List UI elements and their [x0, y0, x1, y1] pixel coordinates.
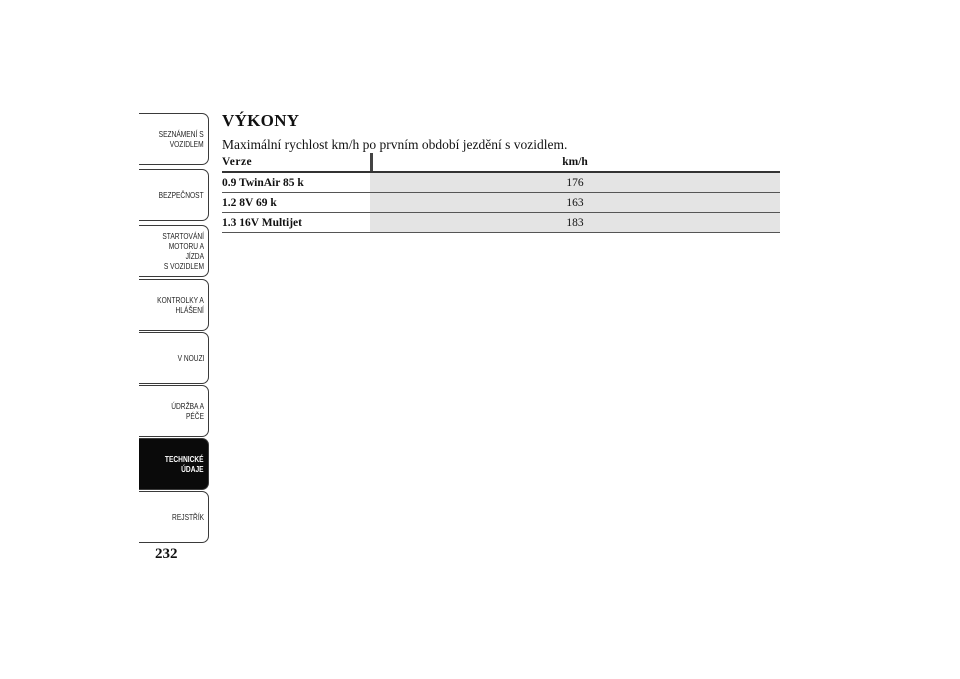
tab-label: TECHNICKÉ ÚDAJE — [165, 454, 204, 474]
tab-label: ÚDRŽBA A PÉČE — [171, 401, 204, 421]
tab-technicke-udaje[interactable] — [139, 438, 209, 490]
header-version: Verze — [222, 156, 253, 168]
table-row — [222, 193, 780, 213]
tab-label: KONTROLKY A HLÁŠENÍ — [157, 295, 204, 315]
tab-rejstrik[interactable] — [139, 491, 209, 543]
tab-label: SEZNÁMENÍ S VOZIDLEM — [159, 129, 204, 149]
tab-udrzba-a-pece[interactable] — [139, 385, 209, 437]
performance-table — [222, 153, 780, 233]
tab-bezpecnost[interactable] — [139, 169, 209, 221]
tab-label: V NOUZI — [177, 353, 204, 363]
table-header-row — [222, 153, 780, 173]
tab-v-nouzi[interactable] — [139, 332, 209, 384]
speed-cell: 183 — [370, 213, 780, 232]
version-cell: 1.3 16V Multijet — [222, 216, 302, 229]
tab-startovani-motoru[interactable] — [139, 225, 209, 277]
header-speed: km/h — [562, 156, 588, 168]
tab-kontrolky-a-hlaseni[interactable] — [139, 279, 209, 331]
intro-text: Maximální rychlost km/h po prvním období jezdění s vozidlem. — [222, 137, 568, 152]
version-cell: 1.2 8V 69 k — [222, 196, 277, 209]
table-row — [222, 213, 780, 233]
tab-label: REJSTŘÍK — [171, 512, 204, 522]
speed-cell: 176 — [370, 173, 780, 192]
table-row — [222, 173, 780, 193]
speed-cell: 163 — [370, 193, 780, 212]
version-cell: 0.9 TwinAir 85 k — [222, 176, 304, 189]
tab-label: BEZPEČNOST — [159, 190, 204, 200]
section-title: VÝKONY — [222, 111, 300, 130]
tab-seznameni-s-vozidlem[interactable] — [139, 113, 209, 165]
page-number: 232 — [155, 546, 178, 562]
tab-label: STARTOVÁNÍ MOTORU A JÍZDA S VOZIDLEM — [162, 231, 204, 271]
